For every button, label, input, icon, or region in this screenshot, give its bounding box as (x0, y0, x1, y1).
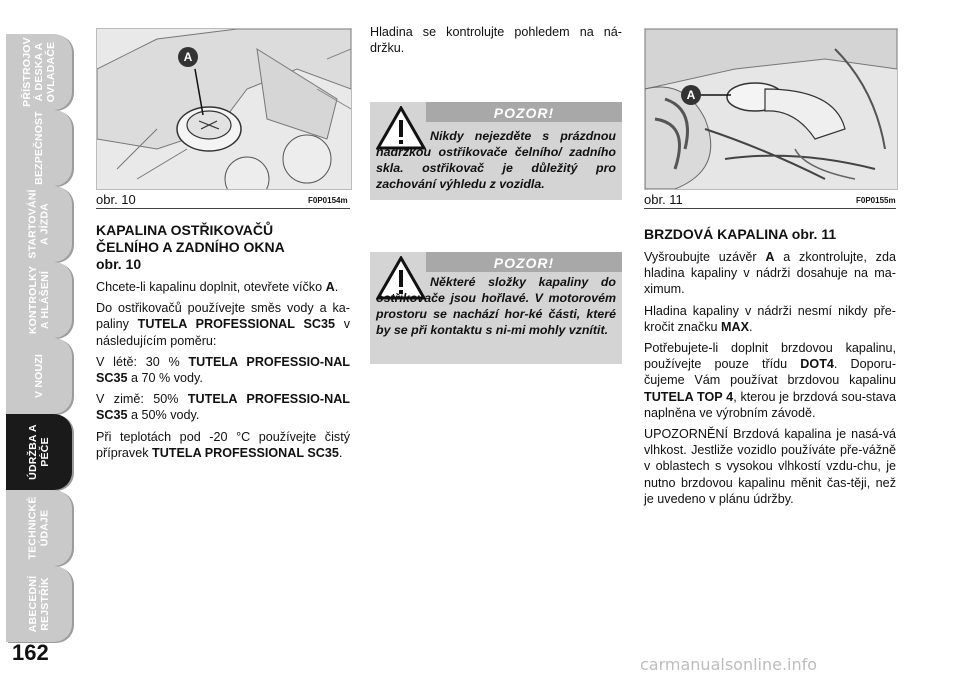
marker-a-label: A (686, 88, 696, 102)
paragraph: V létě: 30 % TUTELA PROFESSIO-NAL SC35 a 70 % vody. (96, 354, 350, 386)
tab-label: V NOUZI (33, 354, 45, 398)
footer-watermark: carmanualsonline.info (640, 655, 818, 674)
tab-pristrojova-deska[interactable] (6, 34, 72, 110)
tab-label: PŘÍSTROJOV (21, 37, 33, 107)
figure-10-caption: obr. 10 (96, 192, 136, 207)
tab-label: OVLADAČE (45, 41, 57, 103)
tab-udrzba-active[interactable] (6, 414, 72, 490)
warning-title: POZOR! (493, 255, 555, 271)
tab-label: A JÍZDA (39, 203, 51, 245)
tab-label: ÚDAJE (39, 509, 51, 547)
tab-label: BEZPEČNOST (33, 111, 46, 185)
section-brake-fluid (644, 226, 896, 512)
washer-reservoir-illustration (97, 29, 351, 189)
paragraph: Potřebujete-li doplnit brzdovou kapalinu, používejte pouze třídu DOT4. Doporu-čujeme Vám používat brzdovou kapalinu TUTELA TOP 4, kterou je brzdová sou-stava naplněna ve výrobním závodě. (644, 341, 897, 420)
tab-v-nouzi[interactable] (6, 338, 72, 414)
marker-a-label: A (183, 50, 193, 64)
tab-startovani[interactable] (6, 186, 72, 262)
section-heading: BRZDOVÁ KAPALINA obr. 11 (644, 226, 837, 242)
warning-title: POZOR! (493, 105, 555, 121)
warning-text: Některé složky kapaliny do ostřikovače jsou hořlavé. V motorovém prostoru se nachází hor-ké části, které by se při kontaktu s ni-mi mohly vznítit. (376, 275, 616, 337)
warning-box-1 (370, 102, 622, 200)
paragraph: V zimě: 50% TUTELA PROFESSIO-NAL SC35 a 50% vody. (96, 392, 350, 423)
tab-technicke-udaje[interactable] (6, 490, 72, 566)
level-check-intro: Hladina se kontrolujte pohledem na ná-držku. (370, 25, 622, 56)
figure-11-image (644, 28, 898, 190)
tab-bezpecnost[interactable] (6, 110, 72, 186)
tab-label: ABECEDNÍ (26, 575, 39, 633)
tab-abecedni-rejstrik[interactable] (6, 566, 72, 642)
tab-label: PÉČE (39, 437, 51, 467)
tab-label: STARTOVÁNÍ (27, 189, 39, 259)
tab-label: Á DESKA A (33, 42, 45, 102)
page-number: 162 (12, 640, 49, 665)
paragraph: Vyšroubujte uzávěr A a zkontrolujte, zda hladina kapaliny v nádrži dosahuje na ma-ximum. (644, 250, 896, 297)
warning-box-2 (370, 252, 622, 364)
paragraph: Při teplotách pod -20 °C používejte čistý přípravek TUTELA PROFESSIONAL SC35. (96, 429, 350, 460)
warning-text: Nikdy nejezděte s prázdnou nádržkou ostřikovače čelního/ zadního skla. ostřikovač je důležitý pro zachování výhledu z vozidla. (376, 129, 616, 191)
paragraph: Hladina kapaliny v nádrži nesmí nikdy pře-kročit značku MAX. (644, 303, 896, 334)
tab-label: REJSTŘÍK (38, 577, 51, 631)
tab-label: A HLÁŠENÍ (39, 271, 52, 330)
figure-11-caption: obr. 11 (644, 192, 683, 207)
figure-10-rule (96, 208, 350, 209)
paragraph: Do ostřikovačů používejte směs vody a ka-paliny TUTELA PROFESSIONAL SC35 v následujícím poměru: (96, 301, 351, 348)
figure-10-image (96, 28, 352, 190)
section-washer-fluid (96, 222, 350, 466)
section-heading: KAPALINA OSTŘIKOVAČŮ ČELNÍHO A ZADNÍHO OKNA obr. 10 (96, 222, 285, 272)
paragraph: UPOZORNĚNÍ Brzdová kapalina je nasá-vá vlhkost. Jestliže vozidlo používáte pře-vážně v oblastech s vysokou vlhkostí vzdu-chu, je nutno brzdovou kapalinu měnit čas-těji, než je uvedeno v plánu údržby. (644, 427, 896, 506)
figure-11-code: F0P0155m (856, 196, 896, 205)
paragraph: Chcete-li kapalinu doplnit, otevřete víčko A. (96, 280, 339, 294)
figure-11-rule (644, 208, 896, 209)
tab-label: KONTROLKY (27, 265, 40, 335)
tab-kontrolky[interactable] (6, 262, 72, 338)
tab-label: ÚDRŽBA A (27, 424, 39, 480)
brake-fluid-reservoir-illustration (645, 29, 897, 189)
tab-label: TECHNICKÉ (27, 496, 39, 560)
figure-10-code: F0P0154m (308, 196, 348, 205)
